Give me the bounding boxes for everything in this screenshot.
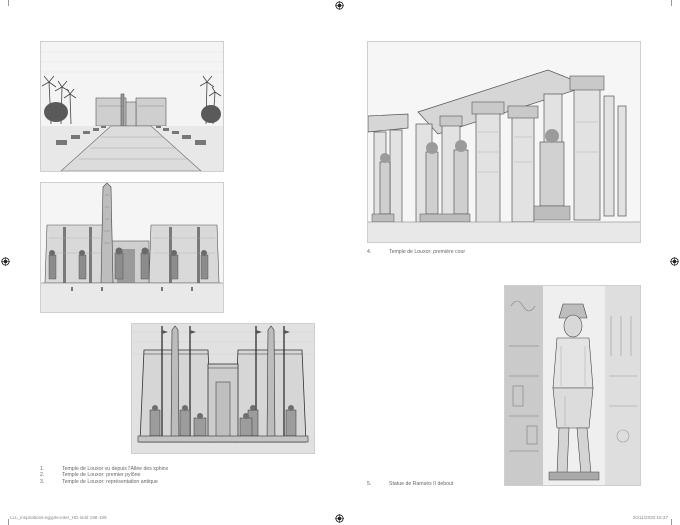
captions-left [40, 466, 168, 485]
caption-number: 3. [40, 478, 45, 485]
registration-mark-icon [1, 257, 10, 266]
illustration-ancient-representation [131, 323, 315, 454]
caption-text: Temple de Louxor: représentation antique [62, 478, 158, 485]
illustration-first-court [367, 41, 641, 243]
caption-text: Temple de Louxor: premier pylône [62, 472, 141, 479]
caption-text: Temple de Louxor vu depuis l'Allée des sphinx [62, 466, 169, 472]
slug-file-info: LLL_inspirations-egypte-inter_HD.indd 198-199 [10, 515, 107, 520]
registration-mark-icon [335, 1, 344, 10]
slug-datetime: 20/11/2020 15:37 [632, 515, 668, 520]
caption-number: 5. [367, 481, 372, 487]
caption-number: 1. [40, 466, 45, 472]
trim-mark-icon [671, 519, 672, 525]
trim-mark-icon [8, 0, 9, 6]
caption-number: 4. [367, 249, 372, 255]
illustration-avenue-of-sphinxes [40, 41, 224, 172]
registration-mark-icon [335, 514, 344, 523]
caption-text: Statue de Ramsès II debout [389, 481, 454, 487]
caption-row [367, 249, 465, 255]
caption-number: 2. [40, 472, 45, 479]
caption-row [367, 481, 453, 487]
trim-mark-icon [671, 0, 672, 6]
caption-row [40, 479, 168, 485]
illustration-ramesses-statue [504, 285, 641, 486]
trim-mark-icon [8, 519, 9, 525]
caption-text: Temple de Louxor: première cour [389, 249, 466, 255]
illustration-first-pylon [40, 182, 224, 313]
registration-mark-icon [670, 257, 679, 266]
caption-4 [367, 249, 465, 255]
caption-5 [367, 481, 453, 487]
